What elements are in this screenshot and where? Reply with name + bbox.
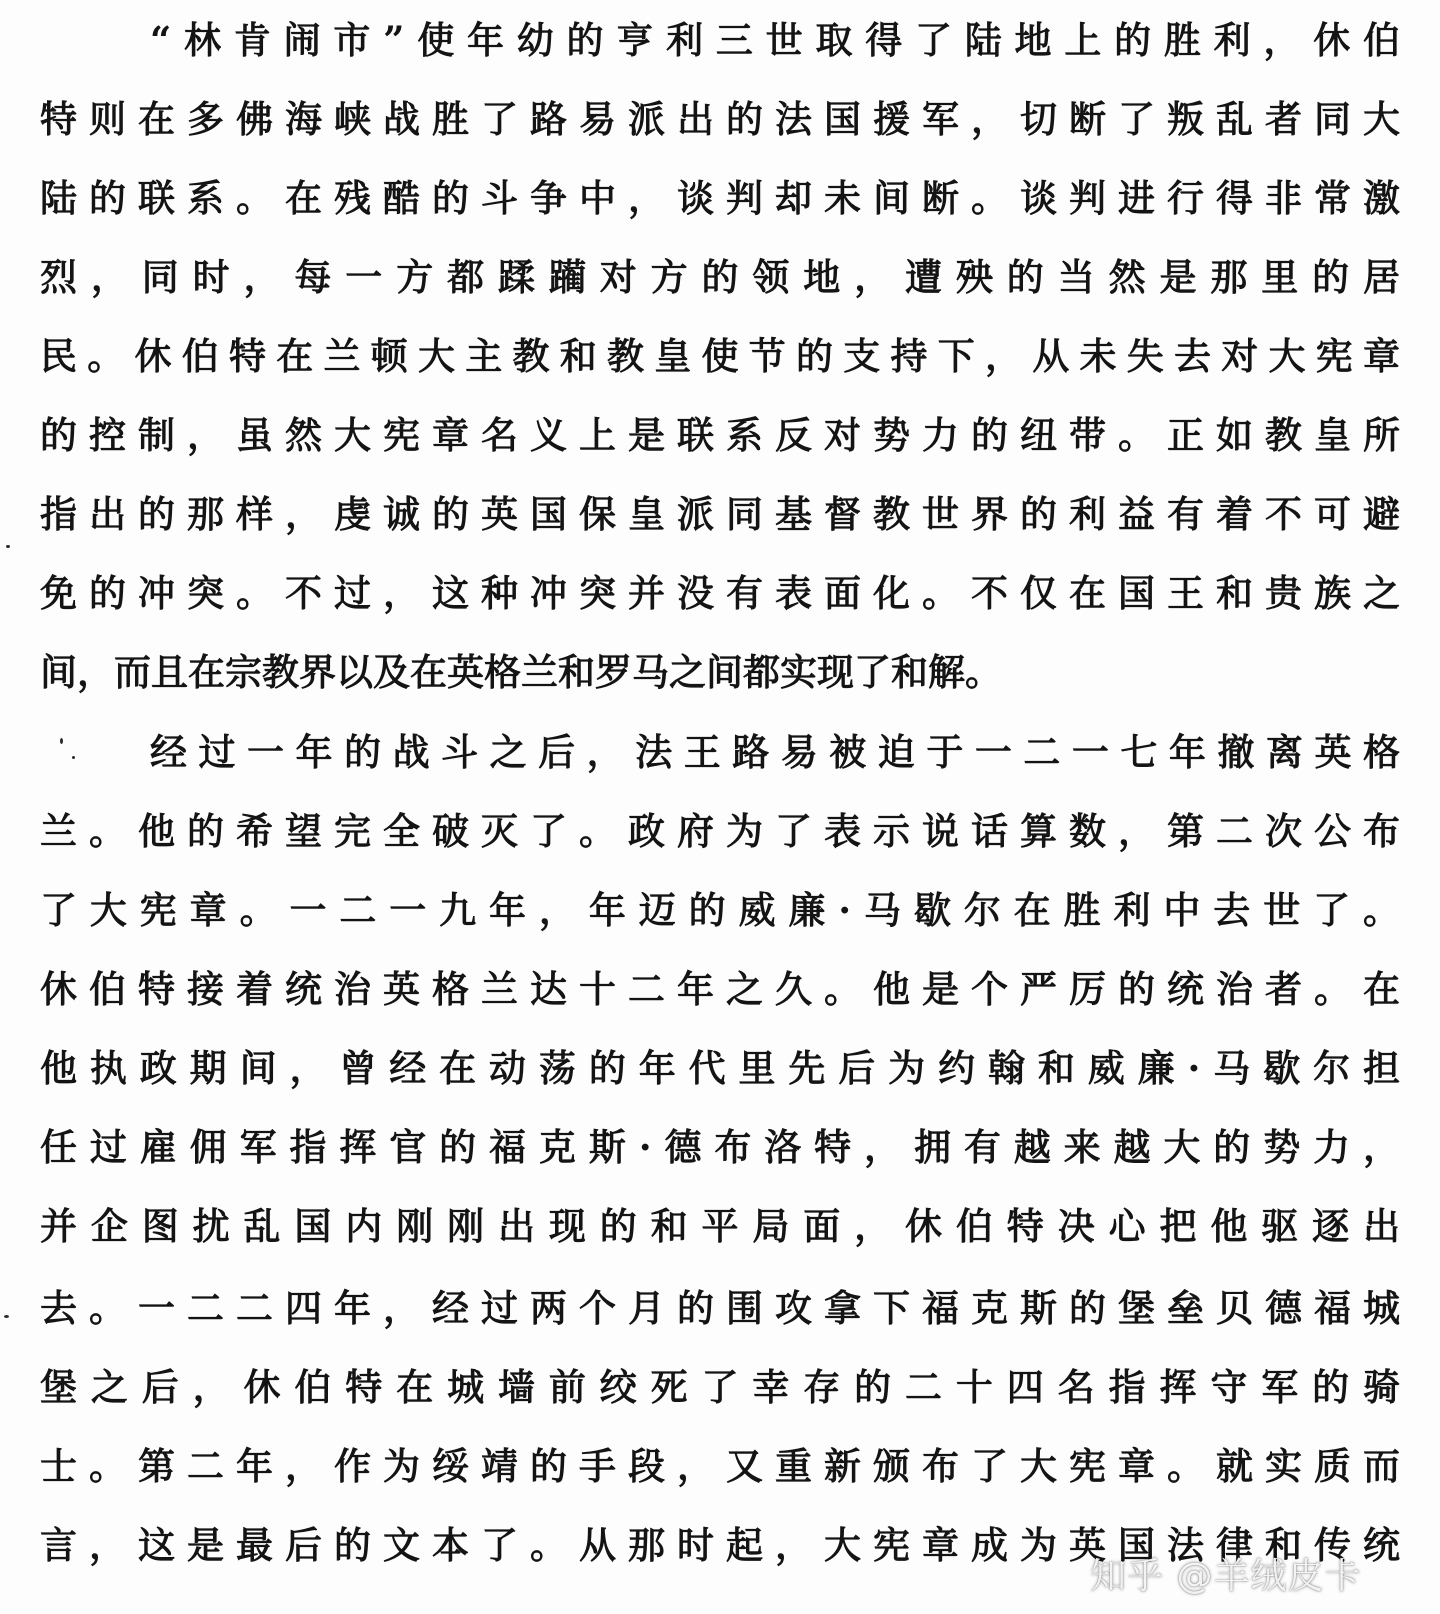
paragraph-2-line-11: 言，这是最后的文本了。从那时起，大宪章成为英国法律和传统 (40, 1523, 1400, 1567)
zhihu-watermark: 知乎 @羊绒皮卡 (1090, 1556, 1362, 1597)
scan-speck (4, 1315, 9, 1318)
scan-speck (6, 545, 10, 548)
paragraph-1-line-4: 烈，同时，每一方都蹂躏对方的领地，遭殃的当然是那里的居 (40, 255, 1400, 299)
paragraph-2-line-9: 堡之后，休伯特在城墙前绞死了幸存的二十四名指挥守军的骑 (40, 1365, 1400, 1409)
paragraph-1-line-3: 陆的联系。在残酷的斗争中，谈判却未间断。谈判进行得非常激 (40, 176, 1400, 220)
paragraph-2-line-1: 经过一年的战斗之后，法王路易被迫于一二一七年撤离英格 (150, 730, 1400, 774)
paragraph-1-line-8: 免的冲突。不过，这种冲突并没有表面化。不仅在国王和贵族之 (40, 571, 1400, 615)
paragraph-1-line-9: 间，而且在宗教界以及在英格兰和罗马之间都实现了和解。 (40, 650, 1002, 694)
paragraph-2-line-2: 兰。他的希望完全破灭了。政府为了表示说话算数，第二次公布 (40, 809, 1400, 853)
paragraph-2-line-8: 去。一二二四年，经过两个月的围攻拿下福克斯的堡垒贝德福城 (40, 1286, 1400, 1330)
paragraph-2-line-7: 并企图扰乱国内刚刚出现的和平局面，休伯特决心把他驱逐出 (40, 1204, 1400, 1248)
paragraph-2-line-6: 任过雇佣军指挥官的福克斯·德布洛特，拥有越来越大的势力， (40, 1125, 1400, 1169)
paragraph-1-line-6: 的控制，虽然大宪章名义上是联系反对势力的纽带。正如教皇所 (40, 413, 1400, 457)
paragraph-2-line-4: 休伯特接着统治英格兰达十二年之久。他是个严厉的统治者。在 (40, 967, 1400, 1011)
scan-speck (60, 738, 63, 744)
paragraph-2-line-10: 士。第二年，作为绥靖的手段，又重新颁布了大宪章。就实质而 (40, 1444, 1400, 1488)
paragraph-1-line-1: “林肯闹市”使年幼的亨利三世取得了陆地上的胜利，休伯 (150, 18, 1400, 62)
paragraph-1-line-5: 民。休伯特在兰顿大主教和教皇使节的支持下，从未失去对大宪章 (40, 334, 1400, 378)
scan-speck (72, 756, 75, 759)
paragraph-2-line-3: 了大宪章。一二一九年，年迈的威廉·马歇尔在胜利中去世了。 (40, 888, 1400, 932)
paragraph-1-line-2: 特则在多佛海峡战胜了路易派出的法国援军，切断了叛乱者同大 (40, 97, 1400, 141)
paragraph-2-line-5: 他执政期间，曾经在动荡的年代里先后为约翰和威廉·马歇尔担 (40, 1046, 1400, 1090)
paragraph-1-line-7: 指出的那样，虔诚的英国保皇派同基督教世界的利益有着不可避 (40, 492, 1400, 536)
